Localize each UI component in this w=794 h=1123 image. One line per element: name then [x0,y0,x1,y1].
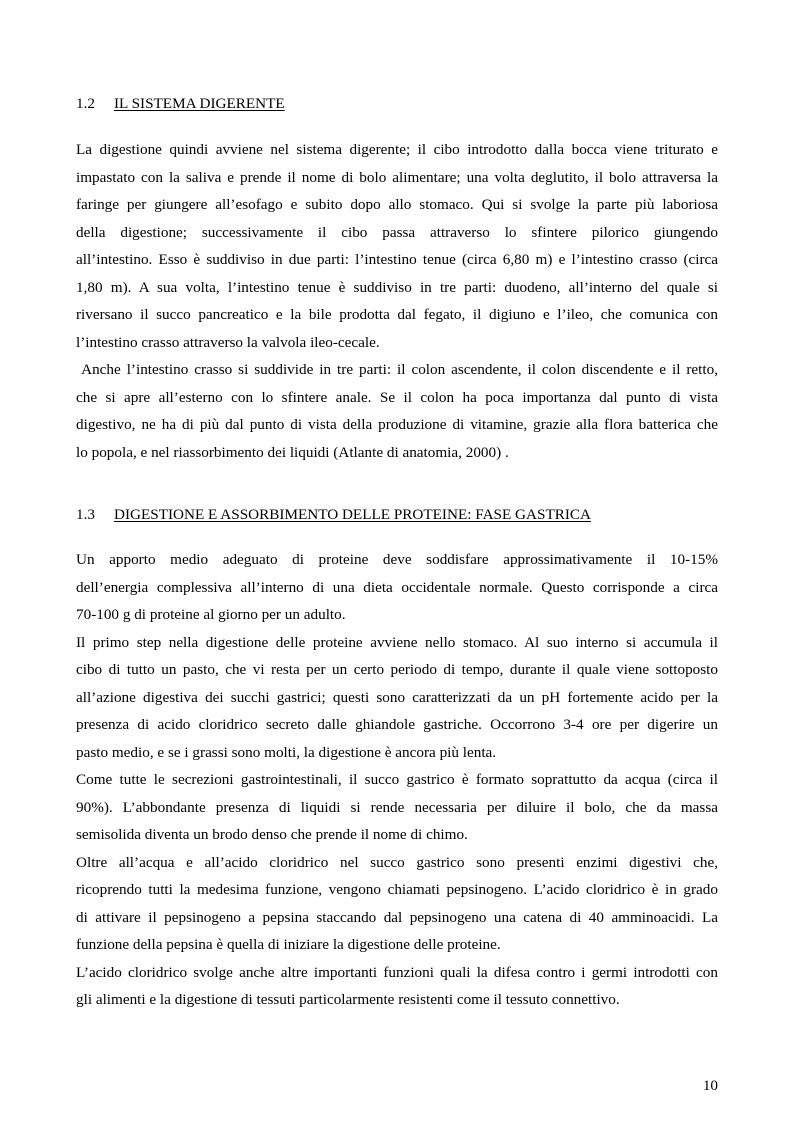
paragraph-line: pasto medio, e se i grassi sono molti, la digestione è ancora più lenta. [76,744,497,761]
paragraph-line: 70-100 g di proteine al giorno per un adulto. [76,606,346,623]
paragraph-line: 90%). L’abbondante presenza di liquidi si rende necessaria per diluire il bolo, che da massa [76,799,718,816]
paragraph-line: lo popola, e nel riassorbimento dei liquidi (Atlante di anatomia, 2000) . [76,444,509,461]
paragraph-line: riversano il succo pancreatico e la bile prodotta dal fegato, il digiuno e l’ileo, che comunica con [76,306,718,323]
paragraph-line: all’azione digestiva dei succhi gastrici; questi sono caratterizzati da un pH fortemente acido per la [76,689,718,706]
paragraph-line: presenza di acido cloridrico secreto dalle ghiandole gastriche. Occorrono 3-4 ore per digerire un [76,716,718,733]
paragraph-line: L’acido cloridrico svolge anche altre importanti funzioni quali la difesa contro i germi introdotti con [76,964,718,981]
paragraph-line: di attivare il pepsinogeno a pepsina staccando dal pepsinogeno una catena di 40 amminoacidi. La [76,909,718,926]
paragraph-line: 1,80 m). A sua volta, l’intestino tenue è suddiviso in tre parti: duodeno, all’interno del quale si [76,279,718,296]
paragraph-line: l’intestino crasso attraverso la valvola ileo-cecale. [76,334,380,351]
page-number: 10 [702,1077,718,1094]
paragraph-line: della digestione; successivamente il cibo passa attraverso lo sfintere pilorico giungendo [76,224,718,241]
paragraph-line: gli alimenti e la digestione di tessuti particolarmente resistenti come il tessuto connettivo. [76,991,620,1008]
section-heading [76,94,285,114]
paragraph-line: funzione della pepsina è quella di iniziare la digestione delle proteine. [76,936,501,953]
section-heading [76,505,591,525]
section-number: 1.2 [76,95,95,112]
section-title: IL SISTEMA DIGERENTE [114,95,285,112]
paragraph-line: digestivo, ne ha di più dal punto di vista della produzione di vitamine, grazie alla flora batterica che [76,416,718,433]
paragraph-line: dell’energia complessiva all’interno di una dieta occidentale normale. Questo corrisponde a circa [76,579,718,596]
paragraph-line: che si apre all’esterno con lo sfintere anale. Se il colon ha poca importanza dal punto di vista [76,389,718,406]
paragraph-line: cibo di tutto un pasto, che vi resta per un certo periodo di tempo, durante il quale viene sottoposto [76,661,718,678]
paragraph-line: Un apporto medio adeguato di proteine deve soddisfare approssimativamente il 10-15% [76,551,718,568]
paragraph-line: impastato con la saliva e prende il nome di bolo alimentare; una volta deglutito, il bolo attraversa la [76,169,718,186]
paragraph-line: Il primo step nella digestione delle proteine avviene nello stomaco. Al suo interno si accumula il [76,634,718,651]
section-number: 1.3 [76,506,95,523]
paragraph-line: all’intestino. Esso è suddiviso in due parti: l’intestino tenue (circa 6,80 m) e l’intestino crasso (circa [76,251,718,268]
paragraph-line: semisolida diventa un brodo denso che prende il nome di chimo. [76,826,468,843]
section-title: DIGESTIONE E ASSORBIMENTO DELLE PROTEINE: FASE GASTRICA [114,506,592,523]
paragraph-line: Come tutte le secrezioni gastrointestinali, il succo gastrico è formato soprattutto da acqua (circa il [76,771,718,788]
paragraph-line: La digestione quindi avviene nel sistema digerente; il cibo introdotto dalla bocca viene triturato e [76,141,718,158]
paragraph-line: Oltre all’acqua e all’acido cloridrico nel succo gastrico sono presenti enzimi digestivi che, [76,854,718,871]
paragraph-line: faringe per giungere all’esofago e subito dopo allo stomaco. Qui si svolge la parte più laboriosa [76,196,718,213]
paragraph-line: Anche l’intestino crasso si suddivide in tre parti: il colon ascendente, il colon discendente e il retto, [76,361,718,378]
paragraph-line: ricoprendo tutti la medesima funzione, vengono chiamati pepsinogeno. L’acido cloridrico è in grado [76,881,718,898]
